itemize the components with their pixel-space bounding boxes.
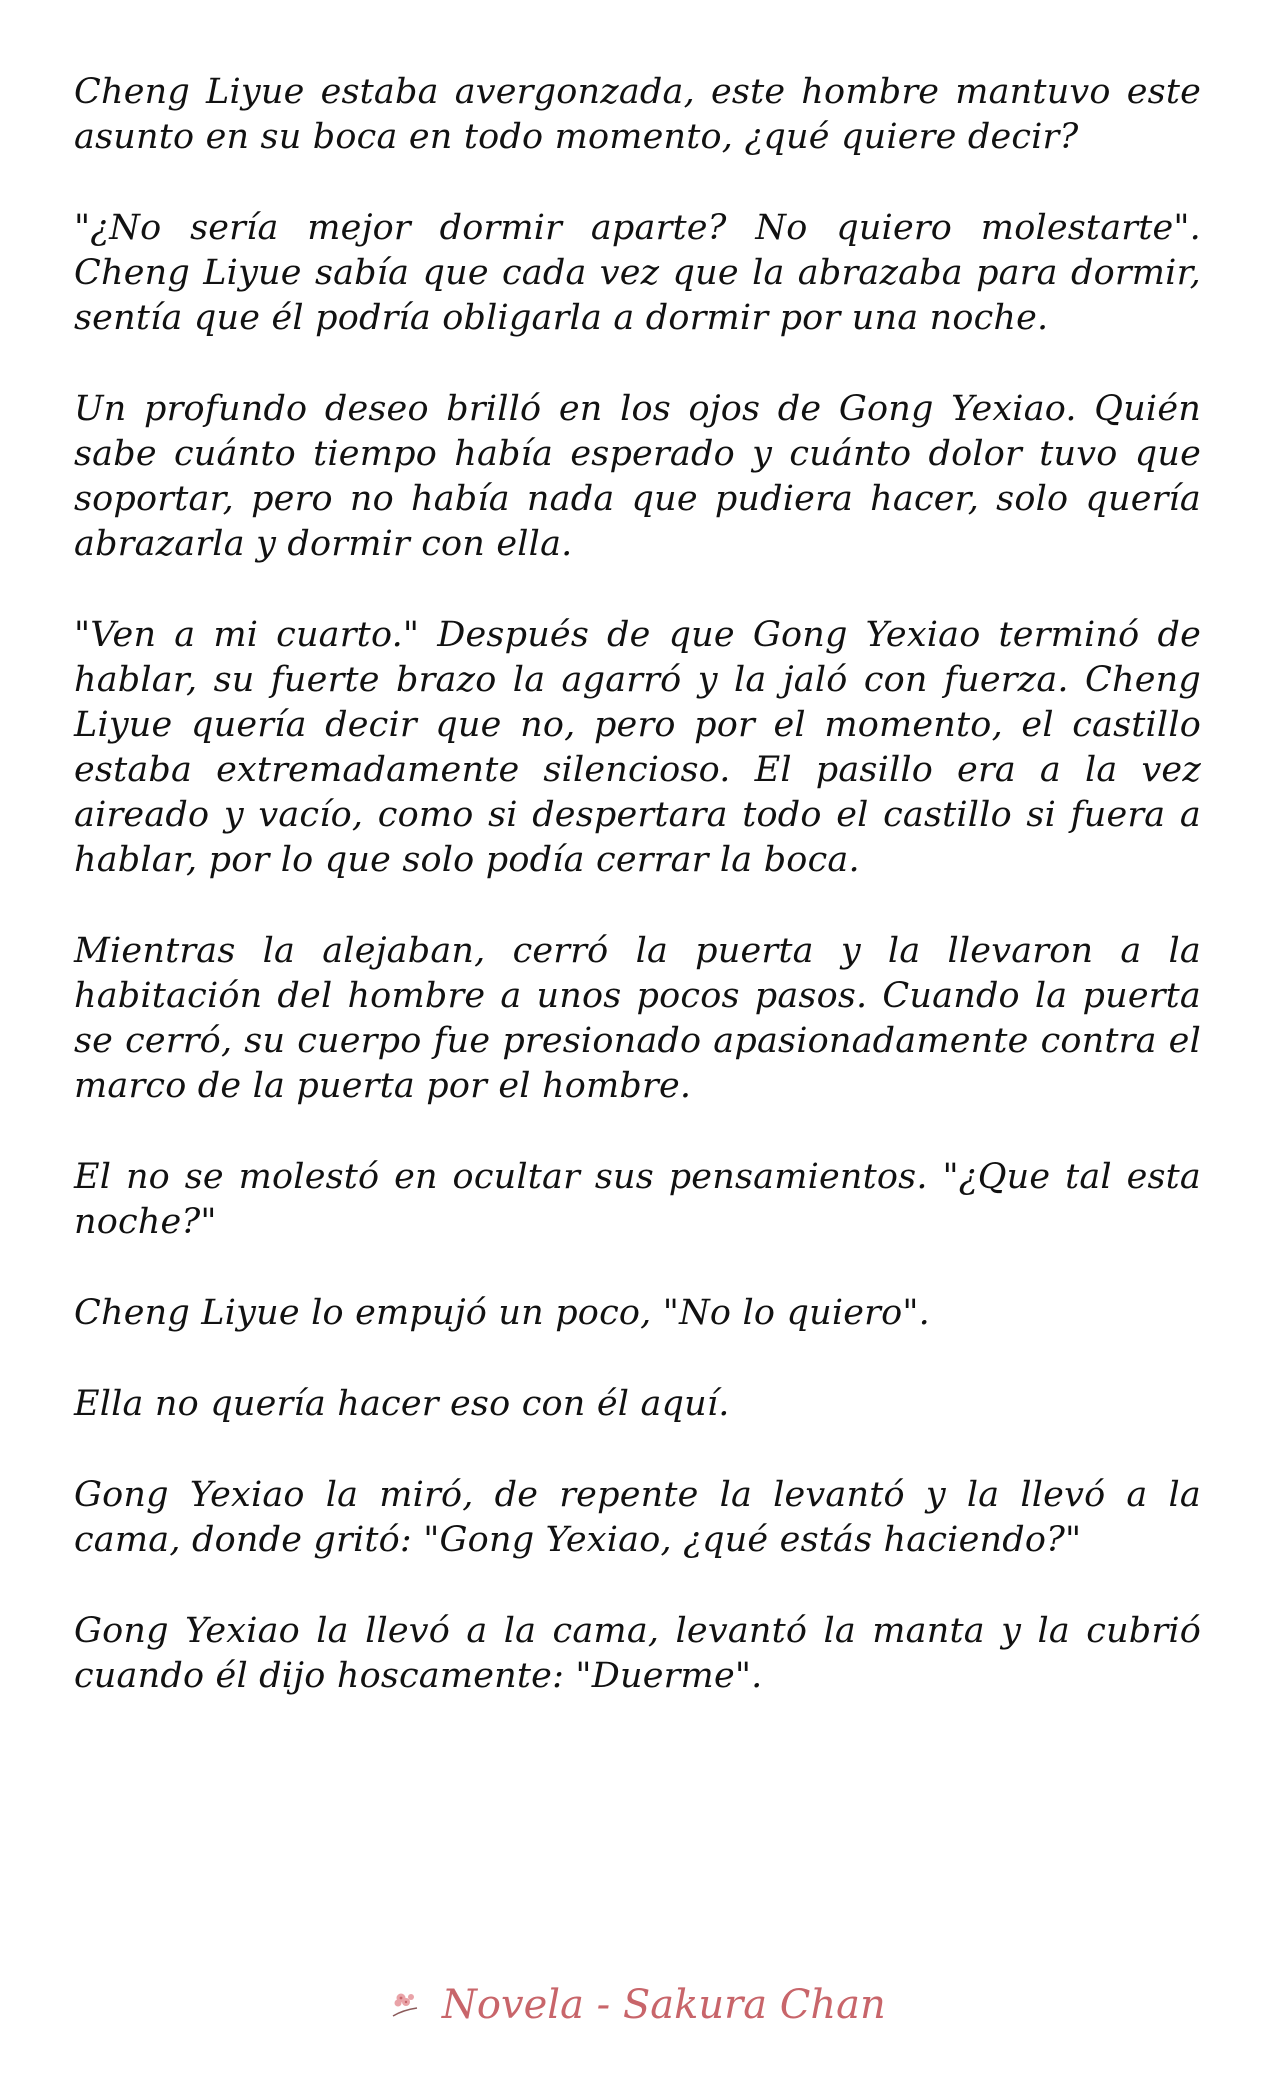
paragraph-4: "Ven a mi cuarto." Después de que Gong Yexiao terminó de hablar, su fuerte brazo la agarró y la jaló con fuerza. Cheng Liyue quería decir que no, pero por el momento, el castillo estaba extremadamente silencioso. El pasillo era a la vez aireado y vacío, como si despertara todo el castillo si fuera a hablar, por lo que solo podía cerrar la boca.: [74, 615, 1201, 880]
cherry-blossom-icon: [389, 1986, 423, 2020]
paragraph-7: Cheng Liyue lo empujó un poco, "No lo quiero".: [74, 1293, 930, 1333]
paragraph-3: Un profundo deseo brilló en los ojos de Gong Yexiao. Quién sabe cuánto tiempo había esperado y cuánto dolor tuvo que soportar, pero no había nada que pudiera hacer, solo quería abrazarla y dormir con ella.: [74, 389, 1201, 564]
document-body: [74, 70, 1201, 1745]
paragraph-9: Gong Yexiao la miró, de repente la levantó y la llevó a la cama, donde gritó: "Gong Yexiao, ¿qué estás haciendo?": [74, 1475, 1201, 1560]
paragraph-6: El no se molestó en ocultar sus pensamientos. "¿Que tal esta noche?": [74, 1157, 1201, 1242]
paragraph-2: "¿No sería mejor dormir aparte? No quiero molestarte". Cheng Liyue sabía que cada vez que la abrazaba para dormir, sentía que él podría obligarla a dormir por una noche.: [74, 208, 1201, 338]
paragraph-8: Ella no quería hacer eso con él aquí.: [74, 1384, 730, 1424]
paragraph-1: Cheng Liyue estaba avergonzada, este hombre mantuvo este asunto en su boca en todo momento, ¿qué quiere decir?: [74, 72, 1201, 157]
footer-watermark: [0, 1982, 1275, 2028]
paragraph-10: Gong Yexiao la llevó a la cama, levantó la manta y la cubrió cuando él dijo hoscamente: "Duerme".: [74, 1611, 1201, 1696]
paragraph-5: Mientras la alejaban, cerró la puerta y la llevaron a la habitación del hombre a unos pocos pasos. Cuando la puerta se cerró, su cuerpo fue presionado apasionadamente contra el marco de la puerta por el hombre.: [74, 931, 1201, 1106]
footer-text: Novela - Sakura Chan: [441, 1982, 886, 2028]
